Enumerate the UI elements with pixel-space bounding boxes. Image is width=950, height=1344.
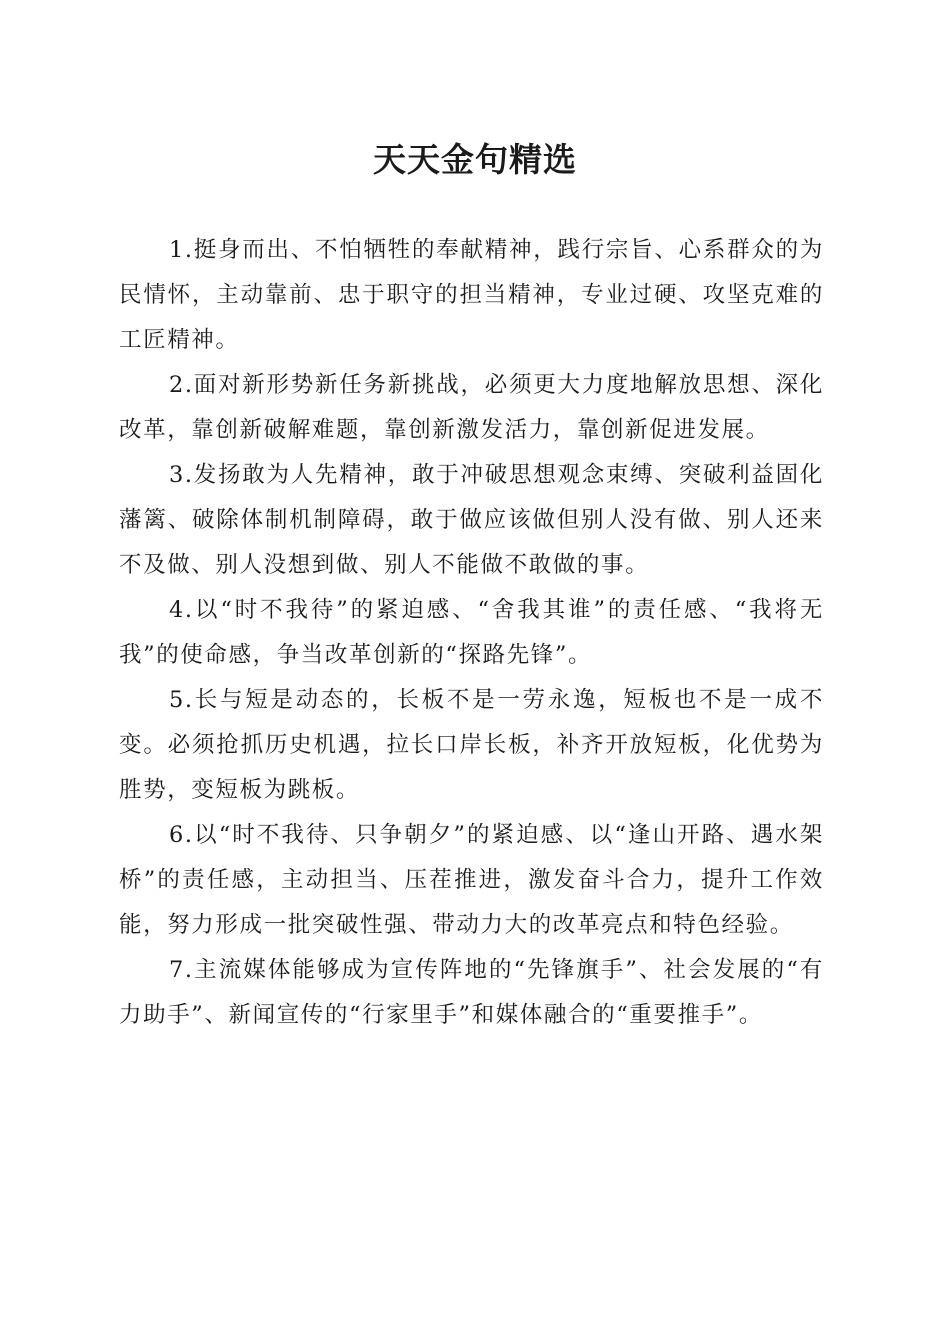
quote-paragraph-3: 3.发扬敢为人先精神，敢于冲破思想观念束缚、突破利益固化藩篱、破除体制机制障碍，敢于做应该做但别人没有做、别人还来不及做、别人没想到做、别人不能做不敢做的事。 bbox=[119, 462, 824, 578]
quote-paragraph-2: 2.面对新形势新任务新挑战，必须更大力度地解放思想、深化改革，靠创新破解难题，靠创新激发活力，靠创新促进发展。 bbox=[119, 372, 824, 443]
quote-paragraph-5: 5.长与短是动态的，长板不是一劳永逸，短板也不是一成不变。必须抢抓历史机遇，拉长口岸长板，补齐开放短板，化优势为胜势，变短板为跳板。 bbox=[119, 687, 824, 803]
document-title: 天天金句精选 bbox=[373, 140, 577, 179]
quote-paragraph-4: 4.以“时不我待”的紧迫感、“舍我其谁”的责任感、“我将无我”的使命感，争当改革创新的“探路先锋”。 bbox=[119, 597, 824, 668]
document-body bbox=[119, 228, 824, 1038]
quote-paragraph-7: 7.主流媒体能够成为宣传阵地的“先锋旗手”、社会发展的“有力助手”、新闻宣传的“行家里手”和媒体融合的“重要推手”。 bbox=[119, 957, 824, 1028]
quote-paragraph-6: 6.以“时不我待、只争朝夕”的紧迫感、以“逢山开路、遇水架桥”的责任感，主动担当、压茬推进，激发奋斗合力，提升工作效能，努力形成一批突破性强、带动力大的改革亮点和特色经验。 bbox=[119, 822, 824, 938]
quote-paragraph-1: 1.挺身而出、不怕牺牲的奉献精神，践行宗旨、心系群众的为民情怀，主动靠前、忠于职守的担当精神，专业过硬、攻坚克难的工匠精神。 bbox=[119, 237, 824, 353]
